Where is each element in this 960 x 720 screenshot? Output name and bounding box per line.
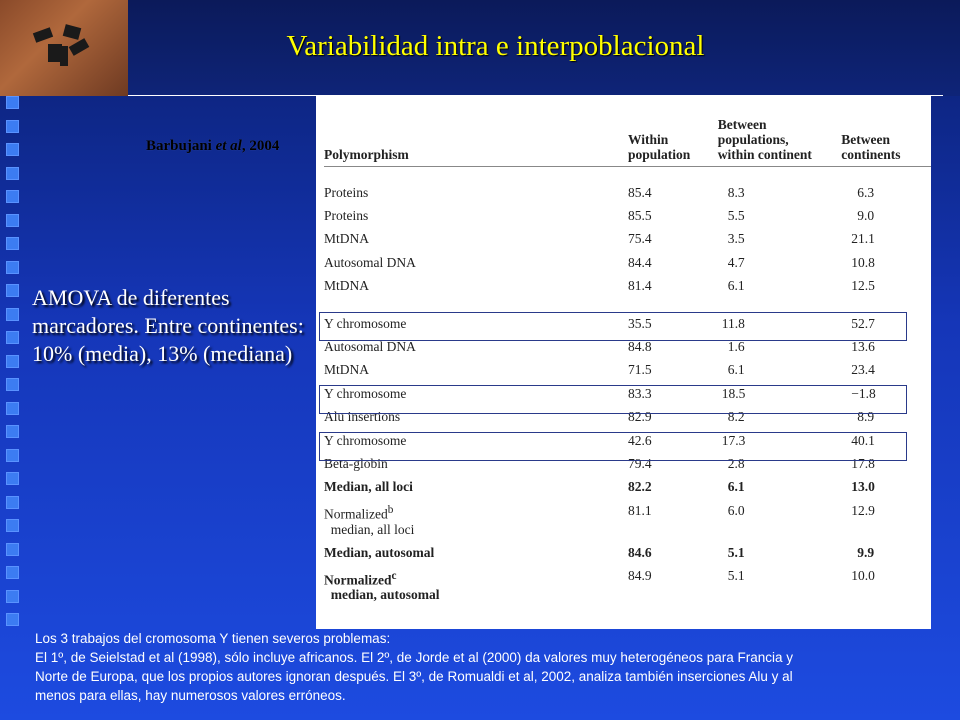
table-row: Beta-globin 79.4 2.8 17.8	[324, 455, 875, 471]
table-row: Alu insertions 82.9 8.2 8.9	[324, 409, 875, 425]
summary-text: AMOVA de diferentes marcadores. Entre continentes: 10% (media), 13% (mediana)	[32, 285, 304, 366]
table-row: Y chromosome 35.5 11.8 52.7	[324, 315, 875, 331]
header-within: Within population	[628, 132, 691, 162]
footnote-line-2: El 1º, de Seielstad et al (1998), sólo incluye africanos. El 2º, de Jorde et al (2000) da valores muy heterogéneos para Francia y	[35, 650, 794, 665]
table-row-median-autosomal: Median, autosomal 84.6 5.1 9.9	[324, 544, 875, 560]
table-row: MtDNA 75.4 3.5 21.1	[324, 231, 875, 247]
amova-table	[324, 108, 931, 606]
citation-year: , 2004	[241, 138, 280, 154]
citation-etal: et al	[215, 138, 242, 154]
table-row: Autosomal DNA 84.8 1.6 13.6	[324, 339, 875, 355]
footnote	[35, 629, 945, 705]
table-row: Proteins 85.4 8.3 6.3	[324, 184, 875, 200]
footnote-line-1: Los 3 trabajos del cromosoma Y tienen severos problemas:	[35, 631, 391, 646]
table-row-normalized-all: Normalized$^b$ median, all loci 81.1 6.0 12.9	[324, 503, 875, 537]
header-between-continents: Between continents	[841, 132, 901, 162]
y-chromosome-highlight-2	[319, 385, 907, 414]
table-row: Y chromosome 83.3 18.5 −1.8	[324, 385, 876, 401]
citation-author: Barbujani	[146, 138, 212, 154]
amova-table-panel	[316, 96, 931, 629]
decorative-squares	[6, 96, 24, 637]
y-chromosome-highlight-3	[319, 432, 907, 461]
table-row: MtDNA 81.4 6.1 12.5	[324, 278, 875, 294]
table-header-row	[324, 108, 931, 167]
header-between-populations: Between populations, within continent	[717, 117, 812, 162]
y-chromosome-highlight-1	[319, 312, 907, 341]
table-row: Proteins 85.5 5.5 9.0	[324, 208, 875, 224]
university-logo	[0, 0, 128, 96]
header-polymorphism: Polymorphism	[324, 147, 409, 162]
slide-title: Variabilidad intra e interpoblacional	[286, 30, 705, 62]
logo-mark-icon	[30, 16, 100, 72]
table-row-median-all: Median, all loci 82.2 6.1 13.0	[324, 479, 875, 495]
footnote-line-3: Norte de Europa, que los propios autores ignoran después. El 3º, de Romualdi et al, 2002, analiza también inserciones Alu y al	[35, 669, 793, 684]
table-row: Autosomal DNA 84.4 4.7 10.8	[324, 254, 875, 270]
table-row: Y chromosome 42.6 17.3 40.1	[324, 432, 875, 448]
table-row-normalized-autosomal: Normalized$^c$ median, autosomal 84.9 5.1 10.0	[324, 568, 875, 603]
footnote-line-4: menos para ellas, hay numerosos valores erróneos.	[35, 688, 346, 703]
table-row: MtDNA 71.5 6.1 23.4	[324, 362, 875, 378]
citation	[146, 138, 279, 155]
